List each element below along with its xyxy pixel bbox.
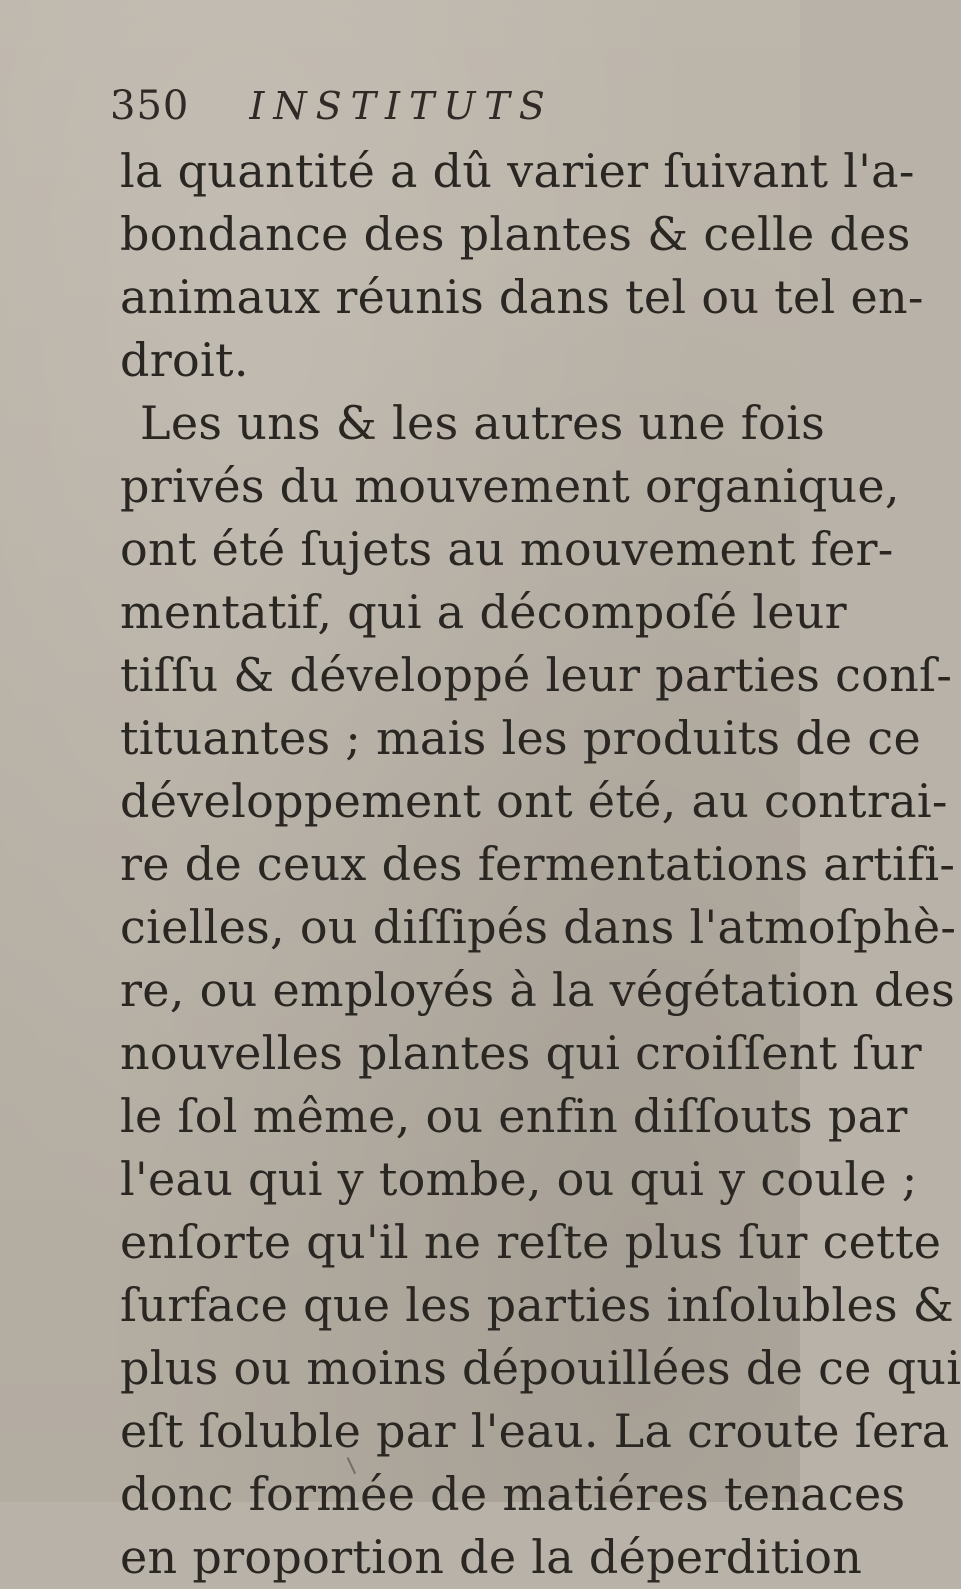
text-line: tiſſu & développé leur parties conſ- (120, 648, 953, 702)
paragraph-start-line: Les uns & les autres une fois (140, 396, 826, 450)
page-number: 350 (110, 83, 190, 129)
text-line: bondance des plantes & celle des (120, 207, 911, 261)
text-line: la quantité a dû varier ſuivant l'a- (120, 144, 915, 198)
running-title: INSTITUTS (249, 84, 554, 128)
text-line: privés du mouvement organique, (120, 459, 900, 513)
text-line: droit. (120, 333, 249, 387)
text-line: animaux réunis dans tel ou tel en- (120, 270, 924, 324)
text-line: nouvelles plantes qui croiſſent ſur (120, 1026, 922, 1080)
text-line: ſurface que les parties inſolubles & (120, 1278, 955, 1332)
text-line: enſorte qu'il ne reſte plus ſur cette (120, 1215, 942, 1269)
text-line: re, ou employés à la végétation des (120, 963, 956, 1017)
text-line: eſt ſoluble par l'eau. La croute ſera (120, 1404, 950, 1458)
text-line: plus ou moins dépouillées de ce qui (120, 1341, 961, 1395)
text-line: mentatif, qui a décompoſé leur (120, 585, 847, 639)
text-line: tituantes ; mais les produits de ce (120, 711, 921, 765)
text-line: développement ont été, au contrai- (120, 774, 948, 828)
text-line: re de ceux des fermentations artifi- (120, 837, 956, 891)
text-line: ont été ſujets au mouvement fer- (120, 522, 894, 576)
text-line: cielles, ou diſſipés dans l'atmoſphè- (120, 900, 957, 954)
text-line: le ſol même, ou enfin diſſouts par (120, 1089, 908, 1143)
text-line: donc formée de matiéres tenaces (120, 1467, 906, 1521)
page-header (110, 78, 554, 134)
body-text (120, 140, 961, 1589)
text-line: l'eau qui y tombe, ou qui y coule ; (120, 1152, 918, 1206)
text-line: en proportion de la déperdition (120, 1530, 863, 1584)
